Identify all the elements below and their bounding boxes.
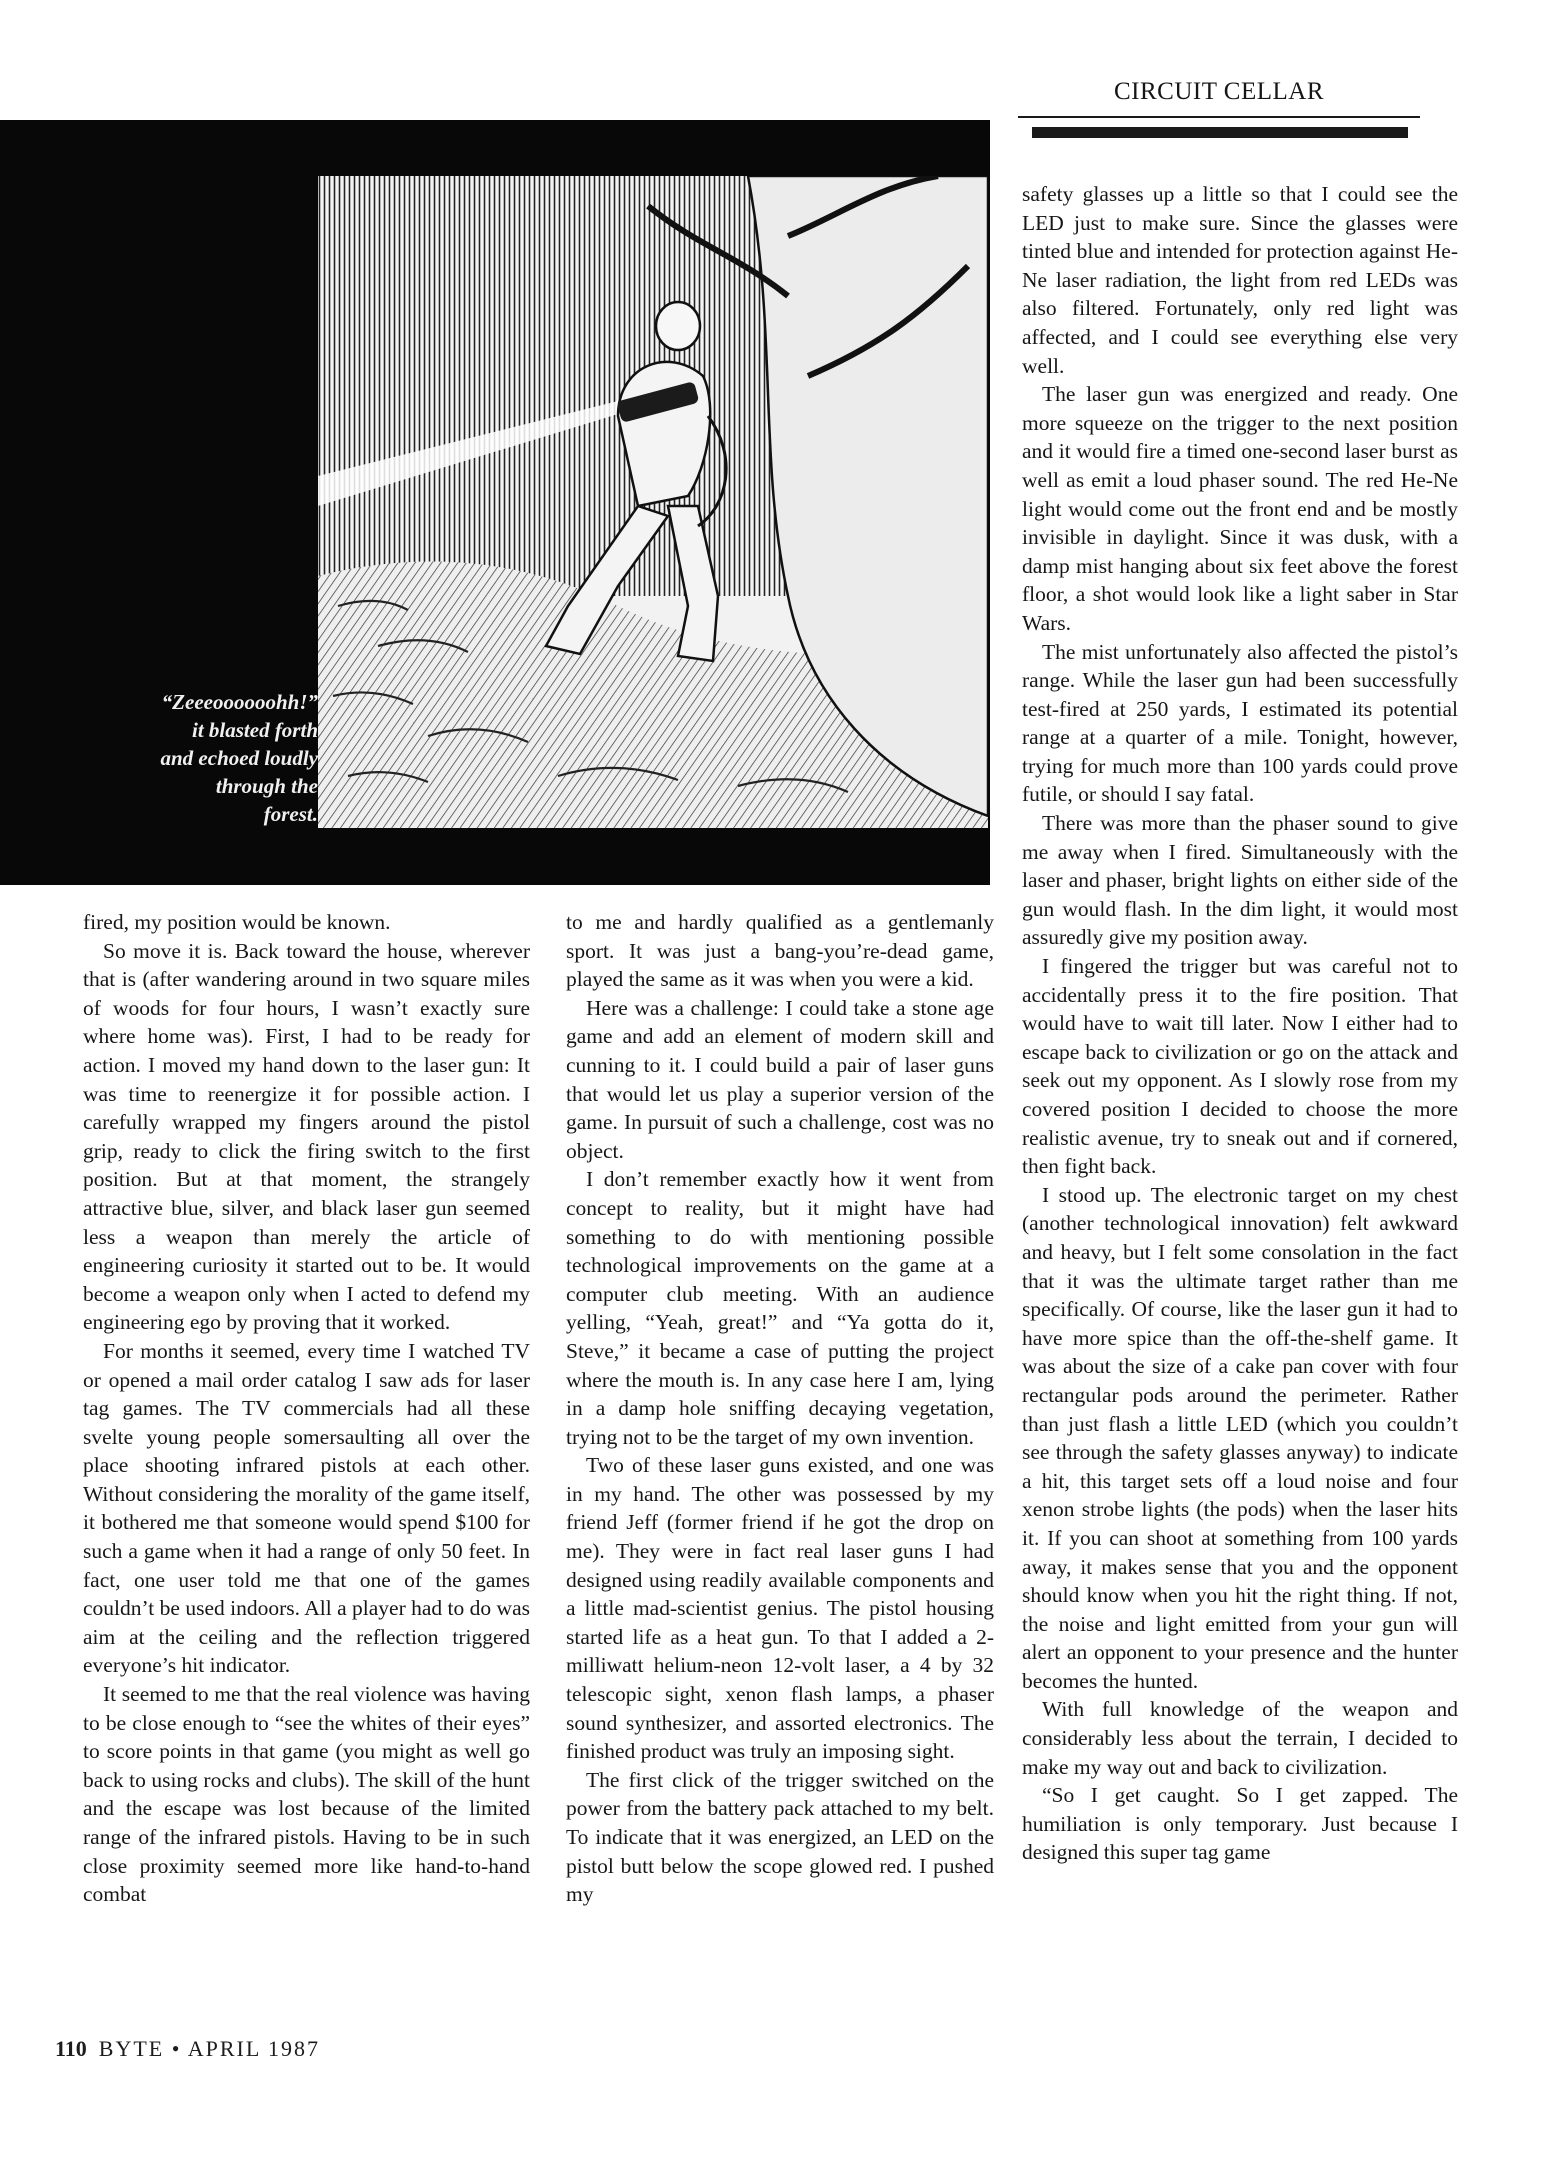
caption-line: forest. (263, 802, 318, 826)
caption-line: it blasted forth (191, 718, 318, 742)
paragraph: With full knowledge of the weapon and considerably less about the terrain, I decided to make my way out and back to civilization. (1022, 1697, 1458, 1779)
figure-caption (78, 688, 318, 828)
paragraph: to me and hardly qualified as a gentlemanly sport. It was just a bang-you’re-dead game, played the same as it was when you were a kid. (566, 910, 994, 992)
paragraph: I stood up. The electronic target on my chest (another technological innovation) felt awkward and heavy, but I felt some consolation in the fact that it was the ultimate target rather than me specifically. Of course, like the laser gun it had to have more spice than the off-the-shelf game. It was about the size of a cake pan cover with four rectangular pods around the perimeter. Rather than just flash a little LED (which you couldn’t see through the safety glasses anyway) to indicate a hit, this target sets off a loud noise and four xenon strobe lights (the pods) when the laser hits it. If you can shoot at something from 100 yards away, it makes sense that you and the opponent should know when you hit the right thing. If not, the noise and light emitted from your gun will alert an opponent to your presence and the hunter becomes the hunted. (1022, 1182, 1458, 1693)
paragraph: I don’t remember exactly how it went from concept to reality, but it might have had something to do with mentioning possible technological improvements on the game at a computer club meeting. With an audience yelling, “Yeah, great!” and “Ya gotta do it, Steve,” it became a case of putting the project where the mouth is. In any case here I am, lying in a damp hole sniffing decaying vegetation, trying not to be the target of my own invention. (566, 1167, 994, 1449)
page-number: 110 (55, 2036, 87, 2061)
caption-line: “Zeeeoooooohh!” (161, 690, 318, 714)
text-column-left (83, 908, 530, 1909)
paragraph: Here was a challenge: I could take a stone age game and add an element of modern skill and cunning to it. I could build a pair of laser guns that would let us play a superior version of the game. In pursuit of such a challenge, cost was no object. (566, 995, 994, 1163)
paragraph: So move it is. Back toward the house, wherever that is (after wandering around in two square miles of woods for four hours, I wasn’t exactly sure where home was). First, I had to be ready for action. I moved my hand down to the laser gun: It was time to reenergize it for possible action. I carefully wrapped my fingers around the pistol grip, ready to click the firing switch to the first position. But at that moment, the strangely attractive blue, silver, and black laser gun seemed less a weapon than merely the article of engineering curiosity it started out to be. It would become a weapon only when I acted to defend my engineering ego by proving that it worked. (83, 938, 530, 1335)
running-header (1018, 78, 1420, 138)
page-footer (55, 2036, 320, 2062)
paragraph: Two of these laser guns existed, and one was in my hand. The other was possessed by my friend Jeff (former friend if he got the drop on me). They were in fact real laser guns I had designed using readily available components and a little mad-scientist genius. The pistol housing started life as a heat gun. To that I added a 2-milliwatt helium-neon 12-volt laser, a 4 by 32 telescopic sight, xenon flash lamps, a phaser sound synthesizer, and assorted electronics. The finished product was truly an imposing sight. (566, 1453, 994, 1764)
figure-panel (0, 120, 990, 885)
caption-line: and echoed loudly (160, 746, 318, 770)
publication-line: BYTE • APRIL 1987 (98, 2036, 320, 2061)
section-title: CIRCUIT CELLAR (1113, 78, 1324, 105)
paragraph: The first click of the trigger switched on the power from the battery pack attached to my belt. To indicate that it was energized, an LED on the pistol butt below the scope glowed red. I pushed my (566, 1767, 994, 1907)
header-rule (1018, 116, 1420, 118)
paragraph: “So I get caught. So I get zapped. The humiliation is only temporary. Just because I designed this super tag game (1022, 1783, 1458, 1865)
illustration-drawing (318, 176, 988, 828)
caption-line: through the (215, 774, 318, 798)
paragraph: For months it seemed, every time I watched TV or opened a mail order catalog I saw ads for laser tag games. The TV commercials had all these svelte young people somersaulting all over the place shooting infrared pistols at each other. Without considering the morality of the game itself, it bothered me that someone would spend $100 for such a game when it had a range of only 50 feet. In fact, one user told me that one of the games couldn’t be used indoors. All a player had to do was aim at the ceiling and the reflection triggered everyone’s hit indicator. (83, 1338, 530, 1678)
paragraph: There was more than the phaser sound to give me away when I fired. Simultaneously with the laser and phaser, bright lights on either side of the gun would flash. In the dim light, it would most assuredly give my position away. (1022, 811, 1458, 950)
text-column-middle (566, 908, 994, 1909)
text-column-right (1022, 180, 1458, 1867)
paragraph: fired, my position would be known. (83, 910, 391, 934)
paragraph: It seemed to me that the real violence was having to be close enough to “see the whites of their eyes” to score points in that game (you might as well go back to using rocks and clubs). The skill of the hunt and the escape was lost because of the limited range of the infrared pistols. Having to be in such close proximity seemed more like hand-to-hand combat (83, 1682, 530, 1907)
paragraph: safety glasses up a little so that I could see the LED just to make sure. Since the glasses were tinted blue and intended for protection against He-Ne laser radiation, the light from red LEDs was also filtered. Fortunately, only red light was affected, and I could see everything else very well. (1022, 182, 1458, 378)
paragraph: I fingered the trigger but was careful not to accidentally press it to the fire position. That would have to wait till later. Now I either had to escape back to civilization or go on the attack and seek out my opponent. As I slowly rose from my covered position I decided to choose the more realistic avenue, try to sneak out and if cornered, then fight back. (1022, 954, 1458, 1179)
laser-gun-illustration (318, 176, 988, 828)
paragraph: The mist unfortunately also affected the pistol’s range. While the laser gun had been successfully test-fired at 250 yards, I estimated its potential range at a quarter of a mile. Tonight, however, trying for much more than 100 yards could prove futile, or should I say fatal. (1022, 639, 1458, 807)
header-bar (1032, 127, 1408, 138)
paragraph: The laser gun was energized and ready. One more squeeze on the trigger to the next position and it would fire a timed one-second laser burst as well as emit a loud phaser sound. The red He-Ne light would come out the front end and be mostly invisible in daylight. Since it was dusk, with a damp mist hanging about six feet above the forest floor, a shot would look like a light saber in Star Wars. (1022, 382, 1458, 635)
